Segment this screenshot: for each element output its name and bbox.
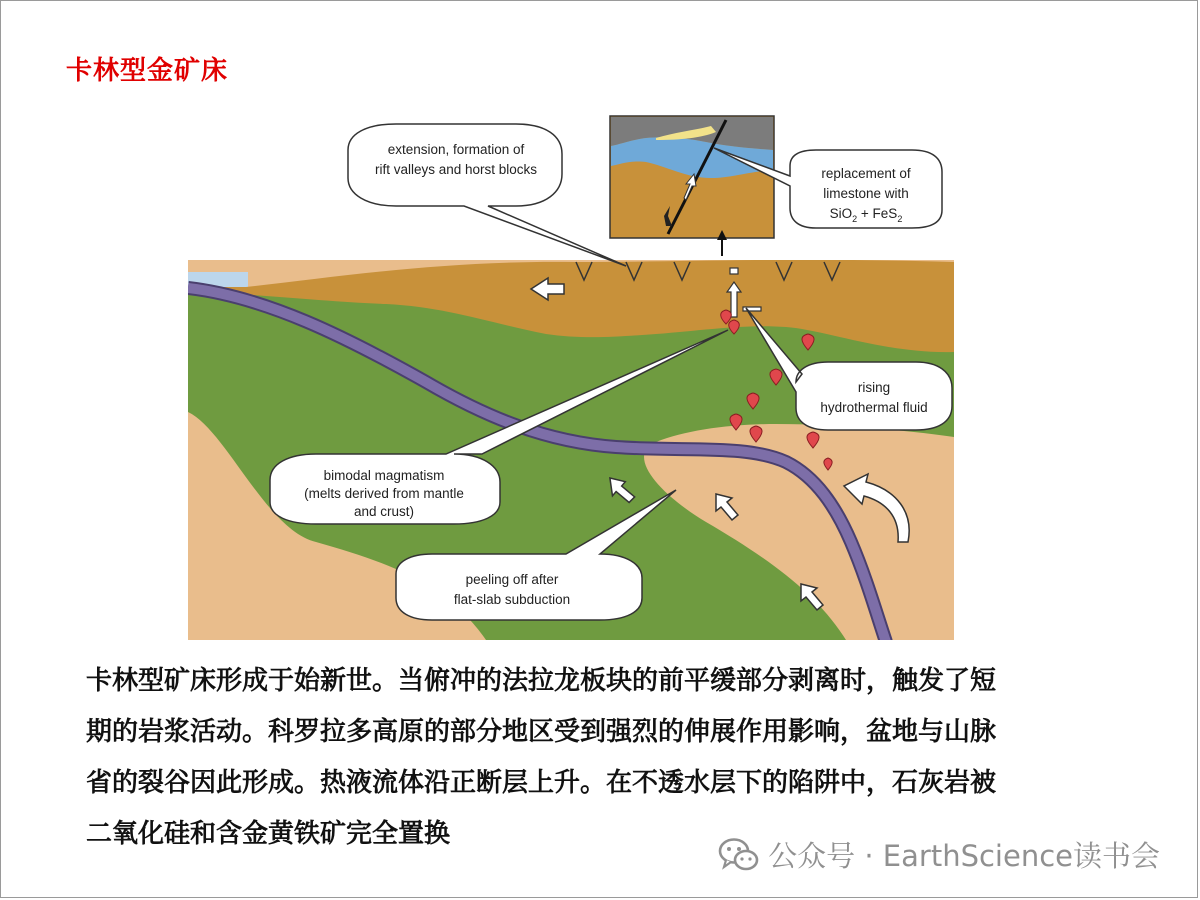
peeling-line-2: flat-slab subduction [453, 592, 571, 607]
watermark-text: 公众号 · EarthScience读书会 [768, 839, 1160, 873]
body-line-3: 省的裂谷因此形成。热液流体沿正断层上升。在不透水层下的陷阱中，石灰岩被 [86, 768, 997, 798]
wechat-icon [718, 836, 760, 874]
magmatism-line-1: bimodal magmatism [323, 468, 445, 483]
replacement-line-1: replacement of [821, 166, 911, 181]
magmatism-line-3: and crust) [353, 504, 415, 519]
body-line-1: 卡林型矿床形成于始新世。当俯冲的法拉龙板块的前平缓部分剥离时，触发了短 [86, 666, 997, 696]
hydrothermal-line-2: hydrothermal fluid [820, 400, 928, 415]
watermark [718, 834, 1160, 875]
magmatism-line-2: (melts derived from mantle [304, 486, 464, 501]
extension-line-1: extension, formation of [387, 142, 525, 157]
hydrothermal-line-1: rising [857, 380, 891, 395]
body-line-4: 二氧化硅和含金黄铁矿完全置换 [86, 819, 451, 849]
body-paragraph [86, 656, 1146, 860]
replacement-formula: SiO$_2$ + FeS$_2$ [829, 206, 903, 224]
replacement-line-2: limestone with [823, 186, 909, 201]
extension-line-2: rift valleys and horst blocks [374, 162, 538, 177]
slide-title: 卡林型金矿床 [66, 56, 229, 86]
inset-detail [610, 116, 774, 256]
body-line-2: 期的岩浆活动。科罗拉多高原的部分地区受到强烈的伸展作用影响，盆地与山脉 [86, 717, 997, 747]
peeling-line-1: peeling off after [465, 572, 559, 587]
carlin-deposit-diagram [186, 112, 956, 642]
callout-extension [348, 124, 626, 266]
